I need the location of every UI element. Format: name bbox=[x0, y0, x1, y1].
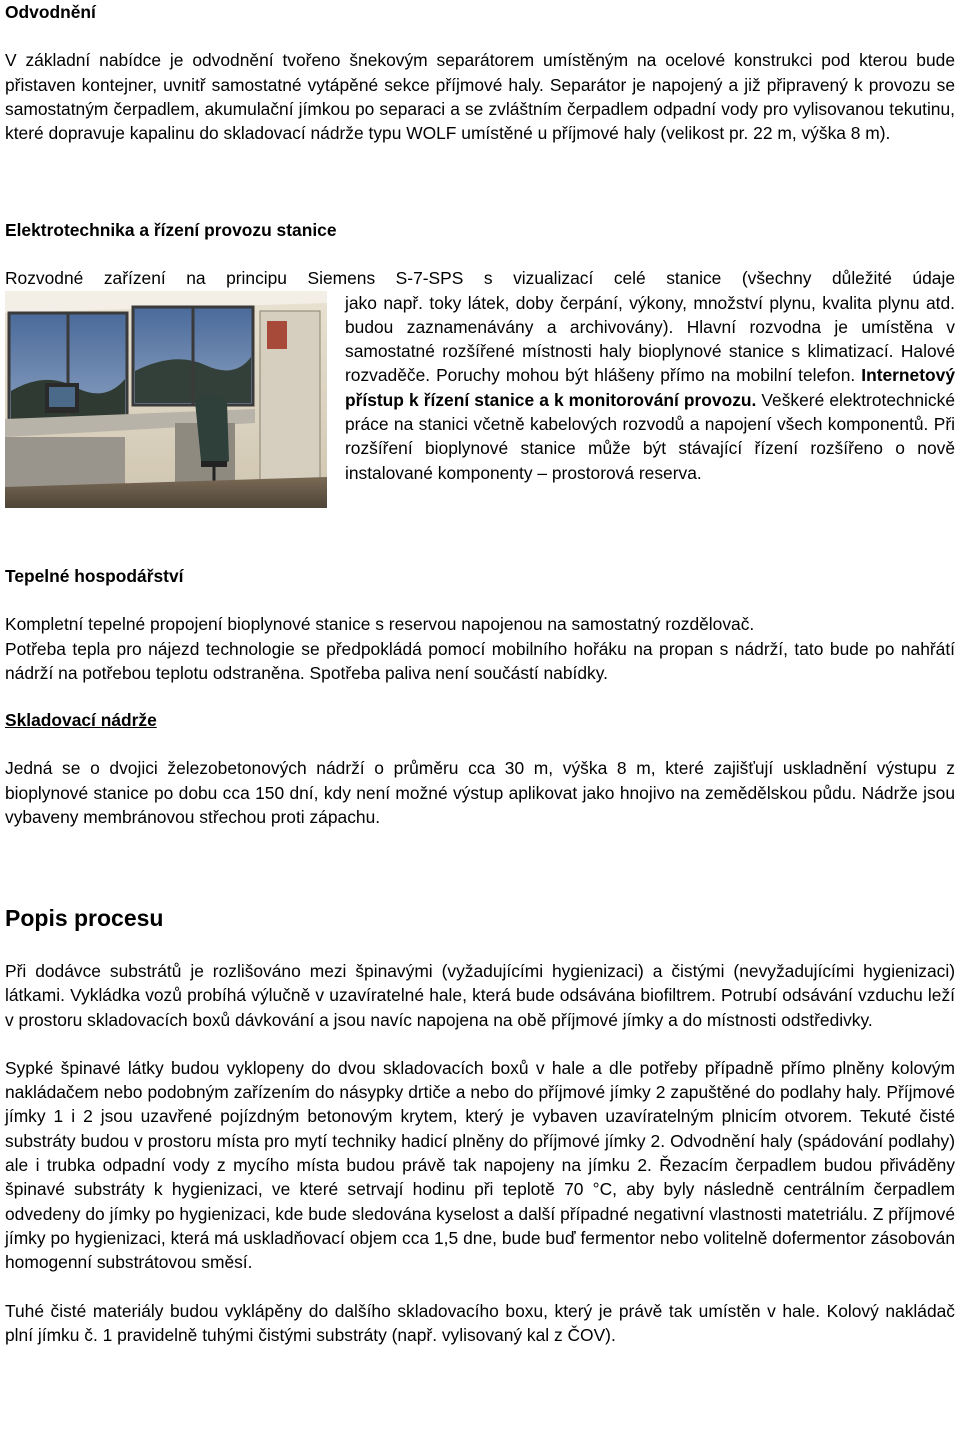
paragraph-tepelne-1: Kompletní tepelné propojení bioplynové stanice s reservou napojenou na samostatný rozdělovač. bbox=[5, 614, 755, 635]
text-internet-access: Internetový přístup k řízení stanice a k monitorování provozu. bbox=[345, 365, 955, 410]
section-elektrotechnika bbox=[5, 218, 955, 514]
section-skladovaci-nadrze bbox=[5, 708, 955, 829]
heading-elektrotechnika: Elektrotechnika a řízení provozu stanice bbox=[5, 220, 337, 240]
text-elektrotechnika-b: Veškeré elektrotechnické práce na stanici včetně kabelových rozvodů a napojení všech komponentů. Při rozšíření bioplynové stanice může být stávající řízení rozšířeno o nově instalované komponenty – prostorová reserva. bbox=[345, 389, 955, 483]
section-odvodneni bbox=[5, 0, 955, 145]
heading-tepelne-hospodarstvi: Tepelné hospodářství bbox=[5, 566, 184, 586]
section-tepelne-hospodarstvi bbox=[5, 564, 955, 685]
paragraph-skladovaci-nadrze: Jedná se o dvojici železobetonových nádrží o průměru cca 30 m, výška 8 m, které zajišťují uskladnění výstupu z bioplynové stanice po dobu cca 150 dní, kdy není možné výstup aplikovat jako hnojivo na zemědělskou půdu. Nádrže jsou vybaveny membránovou střechou proti zápachu. bbox=[5, 758, 955, 827]
paragraph-tepelne-2: Potřeba tepla pro nájezd technologie se předpokládá pomocí mobilního hořáku na propan s nádrží, tato bude po nahřátí nádrží na potřebou teplotu odstraněna. Spotřeba paliva není součástí nabídky. bbox=[5, 638, 955, 683]
text-elektrotechnika-a: jako např. toky látek, doby čerpání, výkony, množství plynu, kvalita plynu atd. budou zaznamenávány a archivovány). Hlavní rozvodna je umístěna v samostatné rozšířené místnosti haly bioplynové stanice s klimatizací. Halové rozvaděče. Poruchy mohou být hlášeny přímo na mobilní telefon. bbox=[345, 292, 955, 386]
paragraph-popis-1: Při dodávce substrátů je rozlišováno mezi špinavými (vyžadujícími hygienizaci) a čistými (nevyžadujícími hygienizaci) látkami. Vykládka vozů probíhá výlučně v uzavíratelné hale, která bude odsávána biofiltrem. Potrubí odsávání vzduchu leží v prostoru skladovacích boxů dávkování a jsou navíc napojena na obě příjmové jímky a do místnosti odstředivky. bbox=[5, 961, 955, 1030]
heading-popis-procesu: Popis procesu bbox=[5, 905, 164, 931]
paragraph-popis-3: Tuhé čisté materiály budou vyklápěny do dalšího skladovacího boxu, který je právě tak umístěn v hale. Kolový nakládač plní jímku č. 1 pravidelně tuhými čistými substráty (např. vylisovaný kal z ČOV). bbox=[5, 1300, 955, 1345]
paragraph-odvodneni: V základní nabídce je odvodnění tvořeno šnekovým separátorem umístěným na ocelové konstrukci pod kterou bude přistaven kontejner, uvnitř samostatné vytápěné sekce příjmové haly. Separátor je napojený a již připravený k provozu se samostatným čerpadlem, akumulační jímkou po separaci a se zvláštním čerpadlem odpadní vody pro vylisovanou tekutinu, které dopravuje kapalinu do skladovací nádrže typu WOLF umístěné u příjmové haly (velikost pr. 22 m, výška 8 m). bbox=[5, 50, 955, 144]
heading-odvodneni: Odvodnění bbox=[5, 2, 96, 22]
heading-skladovaci-nadrze: Skladovací nádrže bbox=[5, 710, 157, 730]
paragraph-elektrotechnika-first-line: Rozvodné zařízení na principu Siemens S-7-SPS s vizualizací celé stanice (všechny důležité údaje bbox=[5, 268, 955, 289]
paragraph-popis-2: Sypké špinavé látky budou vyklopeny do dvou skladovacích boxů v hale a dle potřeby případně přímo plněny kolovým nakládačem nebo podobným zařízením do násypky drtiče a nebo do příjmové jímky 2 zapuštěné do podlahy haly. Příjmové jímky 1 i 2 jsou uzavřené pojízdným betonovým krytem, který je vybaven uzavíratelným plnicím otvorem. Tekuté čisté substráty budou v prostoru místa pro mytí techniky hadicí plněny do příjmové jímky 2. Odvodnění haly (spádování podlahy) ale i trubka odpadní vody z mycího místa budou právě tak napojeny na jímku 2. Řezacím čerpadlem budou přiváděny špinavé substráty k hygienizaci, ve které setrvají hodinu při teplotě 70 °C, aby byly následně centrálním čerpadlem odvedeny do jímky po hygienizaci, kde bude sledována kyselost a další případné negativní vlastnosti matetriálu. Z příjmové jímky po hygienizaci, která má uskladňovací objem cca 1,5 dne, bude buď fermentor nebo volitelně dofermentor zásobován homogenní substrátovou směsí. bbox=[5, 1057, 955, 1273]
control-room-photo bbox=[5, 291, 327, 508]
section-popis-procesu bbox=[5, 903, 955, 1347]
control-room-image bbox=[5, 291, 327, 508]
